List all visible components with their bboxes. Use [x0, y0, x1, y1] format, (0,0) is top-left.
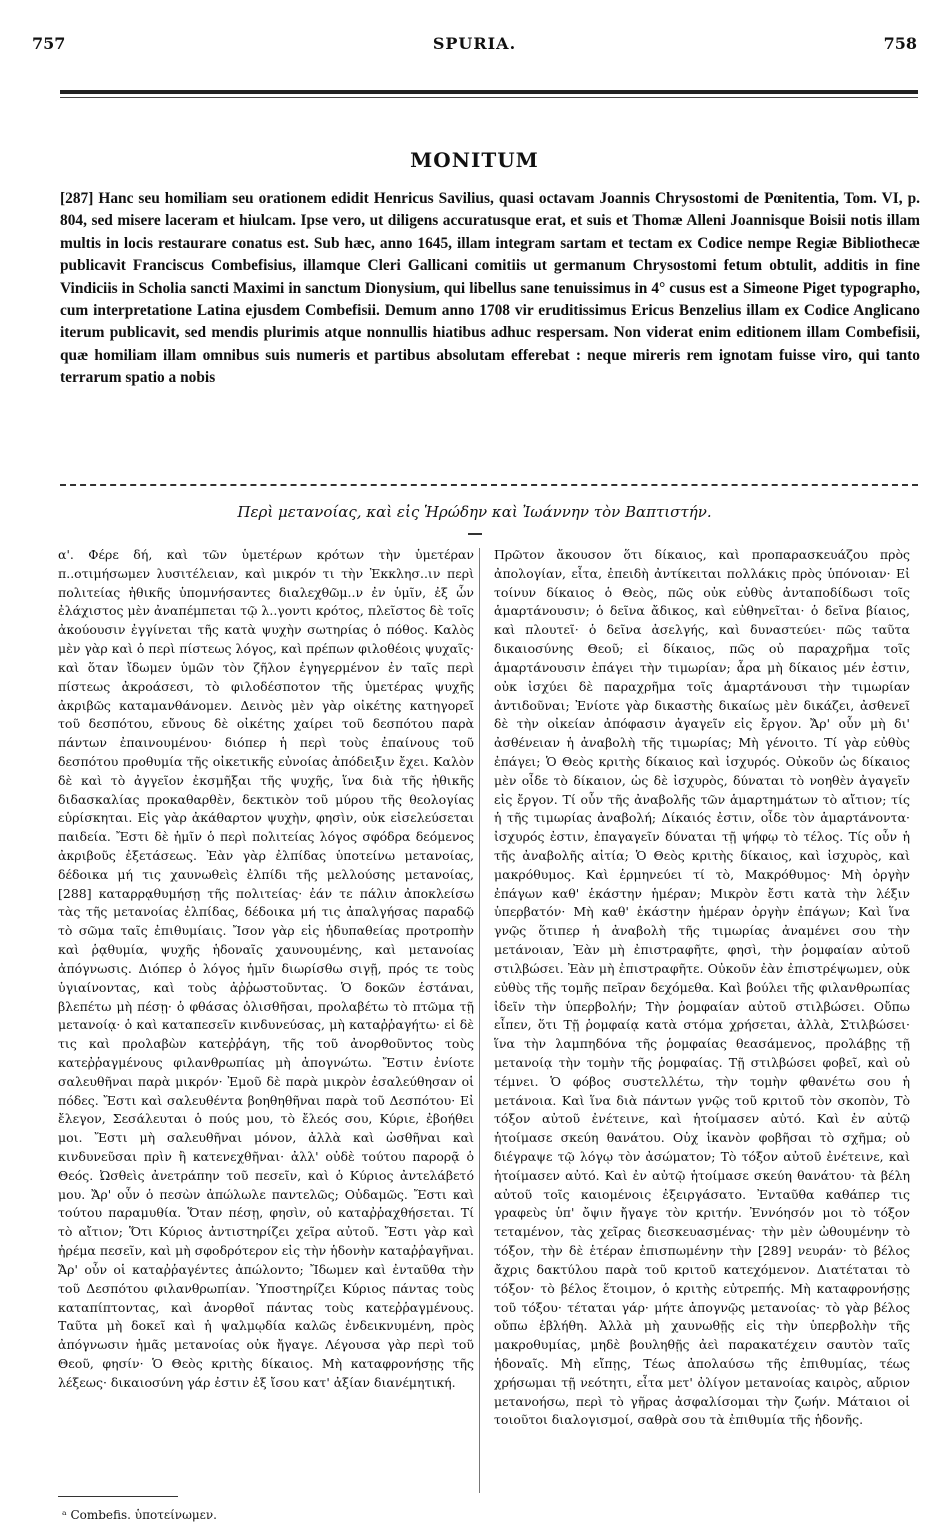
column-divider: [479, 548, 480, 1493]
monitum-paragraph: [287] Hanc seu homiliam seu orationem edidit Henricus Savilius, quasi octavam Joannis Chrysostomi de Pœnitentia, Tom. VI, p. 804, sed misere laceram et hiulcam. Ipse vero, ut diligens accuratusque erat, et suis et Thomæ Alleni Joannisque Boisii notis illam multis in locis restaurare conatus est. Sub hæc, anno 1645, illam integram sartam et tectam ex Codice nempe Regiæ Bibliothecæ publicavit Franciscus Combefisius, illamque Cleri Gallicani comitiis ut germanum Chrysostomi fetum obtulit, additis in fine Vindiciis in Scholia sancti Maximi in sanctum Dionysium, qui libellus sane tenuissimus in 4° cusus est a Simeone Piget typographo, cum interpretatione Latina ejusdem Combefisii. Demum anno 1708 vir eruditissimus Ericus Benzelius illam ex Codice Anglicano iterum publicavit, sed mendis plurimis atque nonnullis hiatibus adhuc respersam. Non viderat enim editionem illam Combefisii, quæ homiliam illam omnibus suis numeris et partibus absolutam efferebat : neque mireris rem ignotam fuisse viro, qui tanto terrarum spatio a nobis: [60, 190, 920, 387]
page-number-right: 758: [883, 34, 917, 53]
greek-column-right: [494, 546, 910, 1496]
page-number-left: 757: [32, 34, 66, 53]
header-rule-thin: [60, 97, 918, 98]
greek-column-left: [58, 546, 474, 1496]
column-left-text: α'. Φέρε δή, καὶ τῶν ὑμετέρων κρότων τὴν ὑμετέραν π..οτιμήσωμεν λυσιτέλειαν, καὶ μικρόν τι τὴν Ἐκκλησ..ιν περὶ πολιτείας ἠθικῆς ὑπομνήσαντες διαλεχθῶμ..ν ἐν ὑμῖν, ἐξ ὧν ἐλάχιστος μὲν ἀναπέμπεται τῷ λ..γοντι κρότος, πλεῖστος δὲ τοῖς ἀκούουσιν ἐγγίνεται τῆς κατὰ ψυχὴν σωτηρίας ὁ πόθος. Καλὸς μὲν γὰρ καὶ ὁ περὶ πίστεως λόγος, καὶ πρέπων φιλοθέοις ψυχαῖς· καὶ ὅταν ἴδωμεν ὑμῶν τὸν ζῆλον ἐγηγερμένον ἐν ταῖς περὶ πίστεως ἀκροάσεσι, τὸ φιλοδέσποτον τῆς ὑμετέρας ψυχῆς ἀκριβῶς καταμανθάνομεν. Δεινὸς μὲν γὰρ οἰκέτης κατηγορεῖ τοῦ δεσπότου, εὔνους δὲ οἰκέτης χαίρει τοῦ δεσπότου παρὰ πάντων ἐπαινουμένου· διόπερ ἡ περὶ τοὺς ἐπαίνους τοῦ δεσπότου προθυμία τῆς οἰκετικῆς εὐνοίας ἀπόδειξιν ἔχει. Καλὸν δὲ καὶ τὸ ἀγγεῖον ἐκσμῆξαι τῆς ψυχῆς, ἵνα διὰ τῆς ἠθικῆς διδασκαλίας προκαθαρθὲν, δεκτικὸν τοῦ μύρου τῆς θεολογίας εὑρίσκηται. Εἰς γὰρ ἀκάθαρτον ψυχὴν, φησὶν, οὐκ εἰσελεύσεται παιδεία. Ἔστι δὲ ἡμῖν ὁ περὶ πολιτείας λόγος σφόδρα δεόμενος ἀκριβοῦς ἐξετάσεως. Ἐὰν γὰρ ἐλπίδας ὑποτείνω μετανοίας, δέδοικα μή τις χαυνωθεὶς ἐλπίδι τῆς μελλούσης μετανοίας, [288] καταρρᾳθυμήσῃ τῆς πολιτείας· ἐάν τε πάλιν ἀποκλείσω τὰς τῆς μετανοίας ἐλπίδας, δέδοικα μή τις ἀπαλγήσας παραδῷ τὸ σῶμα ταῖς ἐπιθυμίαις. Ἴσον γὰρ εἰς ἡδυπαθείας προτροπὴν καὶ ῥᾳθυμία, ψυχῆς ἡδοναῖς χαυνουμένης, καὶ μετανοίας ἀπόγνωσις. Διόπερ ὁ λόγος ἡμῖν διωρίσθω σιγῇ, πρός τε τοὺς ὑγιαίνοντας, καὶ τοὺς ἀῤῥωστοῦντας. Ὁ δοκῶν ἑστάναι, βλεπέτω μὴ πέσῃ· ὁ φθάσας ὀλισθῆσαι, προλαβέτω τὸ πτῶμα τῇ μετανοίᾳ· ὁ καὶ καταπεσεῖν κινδυνεύσας, μὴ καταῤῥαγήτω· εἰ δὲ τις καὶ προλαβὼν κατεῤῥάγη, τῆς τοῦ ἀνορθοῦντος τοὺς κατεῤῥαγμένους φιλανθρωπίας μὴ ἀπογνώτω. Ἔστιν ἐνίοτε σαλευθῆναι παρὰ μικρόν· Ἐμοῦ δὲ παρὰ μικρὸν ἐσαλεύθησαν οἱ πόδες. Ἔστι καὶ σαλευθέντα βοηθηθῆναι παρὰ τοῦ Δεσπότου· Εἰ ἔλεγον, Σεσάλευται ὁ πούς μου, τὸ ἔλεός σου, Κύριε, ἐβοήθει μοι. Ἔστι μὴ σαλευθῆναι μόνον, ἀλλὰ καὶ ὠσθῆναι καὶ κινδυνεῦσαι πρὶν ἢ κατενεχθῆναι· ἀλλ' οὐδὲ τούτου παρορᾷ ὁ Θεός. Ὠσθεὶς ἀνετράπην τοῦ πεσεῖν, καὶ ὁ Κύριος ἀντελάβετό μου. Ἄρ' οὖν ὁ πεσὼν ἀπώλωλε παντελῶς; Οὐδαμῶς. Ἔστι καὶ τούτου παραμυθία. Ὅταν πέσῃ, φησὶν, οὐ καταῤῥαχθήσεται. Τί τὸ αἴτιον; Ὅτι Κύριος ἀντιστηρίζει χεῖρα αὐτοῦ. Ἔστι γὰρ καὶ ἠρέμα πεσεῖν, καὶ μὴ σφοδρότερον εἰς τὴν ἡδονὴν καταῤῥαγῆναι. Ἄρ' οὖν οἱ καταῤῥαγέντες ἀπώλοντο; Ἴδωμεν καὶ ἐνταῦθα τὴν τοῦ Δεσπότου φιλανθρωπίαν. Ὑποστηρίζει Κύριος πάντας τοὺς καταπίπτοντας, καὶ ἀνορθοῖ πάντας τοὺς κατεῤῥαγμένους. Ταῦτα μὴ δοκεῖ καὶ ἡ ψαλμῳδία καλῶς ἐνδεικνυμένη, πρὸς ἀπόγνωσιν ἡμᾶς μετανοίας οὐκ ἤγαγε. Λέγουσα γὰρ περὶ τοῦ Θεοῦ, φησίν· Ὁ Θεὸς κριτὴς δίκαιος. Μὴ καταφρονήσῃς τῆς λέξεως· δικαιοσύνη γάρ ἐστιν ἐξ ἴσου κατ' ἀξίαν διανέμητική.: [58, 547, 474, 1390]
title-dash: [468, 533, 482, 535]
header-rule: [60, 90, 918, 94]
column-right-text: Πρῶτον ἄκουσον ὅτι δίκαιος, καὶ προπαρασκευάζου πρὸς ἀπολογίαν, εἶτα, ἐπειδὴ ἀντίκειται πολλάκις πρὸς ὑπόνοιαν· Εἰ τοίνυν δίκαιος ὁ Θεὸς, πῶς οὐκ εὐθὺς ἀνταποδίδωσι τοῖς ἁμαρτάνουσιν; ὁ δεῖνα ἄδικος, καὶ εὐθηνεῖται· ὁ δεῖνα βίαιος, καὶ πλουτεῖ· ὁ δεῖνα ἀσελγής, καὶ δυναστεύει· πῶς ταῦτα δικαιοσύνης Θεοῦ; εἰ δίκαιος, πῶς οὐ παραχρῆμα τοῖς ἁμαρτάνουσιν ἐπάγει τὴν τιμωρίαν; ἆρα μὴ δίκαιος μέν ἐστιν, οὐκ ἰσχύει δὲ παραχρῆμα τοῖς ἁμαρτάνουσι τὴν τιμωρίαν ἀντιδοῦναι; Ἐνίοτε γὰρ δικαστὴς δικαίως μὲν δικάζει, ἀσθενεῖ δὲ τὴν οἰκείαν ἀπόφασιν ἀγαγεῖν εἰς ἔργον. Ἄρ' οὖν μὴ δι' ἀσθένειαν ἡ ἀναβολὴ τῆς τιμωρίας; Μὴ γένοιτο. Τί γὰρ εὐθὺς ἐπάγει; Ὁ Θεὸς κριτὴς δίκαιος καὶ ἰσχυρός. Οὐκοῦν ὡς δίκαιος μὲν οἶδε τὸ δίκαιον, ὡς δὲ ἰσχυρὸς, δύναται τὸ νοηθὲν ἀγαγεῖν εἰς ἔργον. Τί οὖν τῆς ἀναβολῆς τῶν ἁμαρτημάτων τὸ αἴτιον; τίς ἡ τῆς τιμωρίας ἀναβολή; Δίκαιός ἐστιν, οἶδε τὸν ἁμαρτάνοντα· ἰσχυρός ἐστιν, ἐπαγαγεῖν δύναται τῇ ψήφῳ τὸ τέλος. Τίς οὖν ἡ τῆς ἀναβολῆς αἰτία; Ὁ Θεὸς κριτὴς δίκαιος, καὶ ἰσχυρὸς, καὶ μακρόθυμος. Καὶ ἑρμηνεύει τί τὸ, Μακρόθυμος· Μὴ ὀργὴν ἐπάγων καθ' ἑκάστην ἡμέραν; Μικρὸν ἔστι κατὰ τὴν λέξιν ὑπερβατόν· Μὴ καθ' ἑκάστην ἡμέραν ὀργὴν ἐπάγων; Καὶ ἵνα γνῷς ὅτιπερ ἡ ἀναβολὴ τῆς τιμωρίας ἀναμένει σου τὴν μετάνοιαν, Ἐὰν μὴ ἐπιστραφῆτε, φησὶ, τὴν ῥομφαίαν αὐτοῦ στιλβώσει. Ἐὰν μὴ ἐπιστραφῆτε. Οὐκοῦν ἐὰν ἐπιστρέψωμεν, οὐκ εὐθὺς τῆς τομῆς πεῖραν δεχόμεθα. Καὶ βούλει τῆς φιλανθρωπίας ἰδεῖν τὴν ὑπερβολήν; Τὴν ῥομφαίαν αὐτοῦ στιλβώσει. Οὔπω εἶπεν, ὅτι Τῇ ῥομφαίᾳ κατὰ στόμα χρήσεται, ἀλλὰ, Στιλβώσει· ἵνα τὴν λαμπηδόνα τῆς ῥομφαίας θεασάμενος, προλάβῃς τῇ μετανοίᾳ τὴν τομὴν τῆς ῥομφαίας. Τῇ στιλβώσει φοβεῖ, καὶ οὐ τέμνει. Ὁ φόβος συστελλέτω, τὴν τομὴν φθανέτω σου ἡ μετάνοια. Καὶ ἵνα διὰ πάντων γνῷς τοῦ κριτοῦ τὸν σκοπὸν, Τὸ τόξον αὐτοῦ ἐνέτεινε, καὶ ἡτοίμασεν αὐτό. Καὶ ἐν αὐτῷ ἡτοίμασε σκεύη θανάτου. Οὐχ ἱκανὸν φοβῆσαι τὸ σχῆμα; οὐ διέγραψε τῷ λόγῳ τὸν ἀσώματον; Τὸ τόξον αὐτοῦ ἐνέτεινε, καὶ ἡτοίμασεν αὐτό. Καὶ ἐν αὐτῷ ἡτοίμασε σκεύη θανάτου· τὰ βέλη αὐτοῦ τοῖς καιομένοις ἐξειργάσατο. Ἐνταῦθα καθάπερ τις γραφεὺς ὑπ' ὄψιν ἤγαγε τὸν κριτήν. Ἐννόησόν μοι τὸ τόξον τεταμένον, τὰς χεῖρας διεσκευασμένας· τὴν μὲν ὠθουμένην τὸ τόξον, τὴν δὲ ἑτέραν ἐπισπωμένην τὴν [289] νευράν· τὸ βέλος ἄχρις δακτύλου παρὰ τοῦ κριτοῦ κατεχόμενον. Διατέταται τὸ τόξον· τὸ βέλος ἕτοιμον, ὁ κριτὴς εὐτρεπής. Μὴ καταφρονήσῃς τοῦ τόξου· τέταται γάρ· μήτε ἀπογνῷς μετανοίας· τὸ γὰρ βέλος οὔπω ἐβλήθη. Ἀλλὰ μὴ χαυνωθῇς εἰς τὴν ὑπερβολὴν τῆς μακροθυμίας, μηδὲ βουληθῇς ἀεὶ παρακατέχειν σαυτὸν ταῖς ἡδοναῖς. Μὴ εἴπῃς, Τέως ἀπολαύσω τῆς ἐπιθυμίας, τέως χρήσωμαι τῇ νεότητι, εἶτα μετ' ὀλίγον μετανοίας καιρὸς, αὔριον μετανοήσω, περὶ τὸ γῆρας ἀσφαλίσομαι τὴν ζωήν. Μάταιοι οἱ τοιοῦτοι διαλογισμοί, σαθρὰ σου τὰ ἐπιθυμία τῆς ἡδονῆς.: [494, 547, 910, 1428]
page-header: [0, 34, 949, 58]
section-divider: [60, 484, 918, 486]
homily-title: Περὶ μετανοίας, καὶ εἰς Ἡρώδην καὶ Ἰωάννην τὸν Βαπτιστήν.: [237, 503, 712, 521]
monitum-text-block: [60, 188, 920, 390]
monitum-title: MONITUM: [410, 148, 539, 172]
footnote-rule: [58, 1496, 178, 1497]
footnote: ᵃ Combefis. ὑποτείνωμεν.: [62, 1508, 217, 1522]
running-title: SPURIA.: [432, 34, 517, 53]
